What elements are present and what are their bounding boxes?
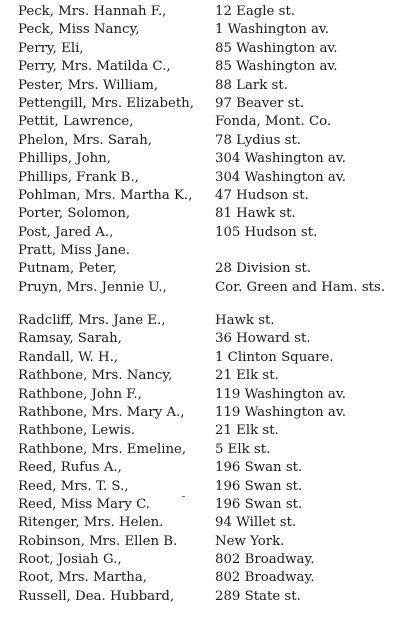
entry-name: Rathbone, John F., xyxy=(18,386,142,402)
entry-address: 12 Eagle st. xyxy=(215,4,296,19)
entry-address: 119 Washington av. xyxy=(215,386,346,402)
directory-entry xyxy=(0,169,400,187)
entry-name: Peck, Miss Nancy, xyxy=(18,22,140,38)
directory-entry xyxy=(0,113,400,131)
directory-entry xyxy=(0,132,400,150)
entry-name: Randall, W. H., xyxy=(18,349,119,365)
entry-address: 94 Willet st. xyxy=(215,515,297,531)
entry-name: Russell, Dea. Hubbard, xyxy=(18,588,175,604)
directory-entry xyxy=(0,588,400,606)
entry-address: 21 Elk st. xyxy=(215,423,279,439)
entry-name: Pettengill, Mrs. Elizabeth, xyxy=(18,95,194,111)
directory-entry xyxy=(0,496,400,514)
entry-address: Fonda, Mont. Co. xyxy=(215,114,332,130)
print-speck xyxy=(182,496,185,497)
entry-address: 196 Swan st. xyxy=(215,478,303,494)
entry-address: 97 Beaver st. xyxy=(215,95,305,111)
entry-address: 304 Washington av. xyxy=(215,151,346,167)
entry-name: Ramsay, Sarah, xyxy=(18,331,122,347)
directory-entry xyxy=(0,205,400,223)
entry-group-r xyxy=(0,312,400,606)
directory-entry xyxy=(0,422,400,440)
entry-name: Reed, Mrs. T. S., xyxy=(18,478,129,494)
directory-entry xyxy=(0,514,400,532)
entry-name: Pettit, Lawrence, xyxy=(18,114,134,130)
entry-name: Rathbone, Lewis. xyxy=(18,423,135,439)
entry-group-p xyxy=(0,3,400,297)
directory-entry xyxy=(0,367,400,385)
directory-entry xyxy=(0,95,400,113)
entry-name: Peck, Mrs. Hannah F., xyxy=(18,4,167,19)
entry-address: 196 Swan st. xyxy=(215,496,303,512)
entry-address: 36 Howard st. xyxy=(215,331,311,347)
entry-address: Cor. Green and Ham. sts. xyxy=(215,279,386,295)
entry-name: Rathbone, Mrs. Mary A., xyxy=(18,404,185,420)
entry-address: 21 Elk st. xyxy=(215,368,279,384)
directory-entry xyxy=(0,224,400,242)
entry-name: Root, Josiah G., xyxy=(18,552,122,568)
entry-name: Phillips, John, xyxy=(18,151,112,167)
directory-entry xyxy=(0,478,400,496)
entry-address: 802 Broadway. xyxy=(215,570,315,586)
directory-entry xyxy=(0,21,400,39)
directory-entry xyxy=(0,551,400,569)
directory-entry xyxy=(0,242,400,260)
entry-name: Root, Mrs. Martha, xyxy=(18,570,148,586)
entry-name: Radcliff, Mrs. Jane E., xyxy=(18,313,166,328)
entry-name: Reed, Rufus A., xyxy=(18,460,122,476)
directory-entry xyxy=(0,404,400,422)
directory-entry xyxy=(0,260,400,278)
entry-address: 105 Hudson st. xyxy=(215,224,318,240)
entry-name: Ritenger, Mrs. Helen. xyxy=(18,515,164,531)
entry-name: Perry, Eli, xyxy=(18,40,84,56)
entry-address: 28 Division st. xyxy=(215,261,312,277)
entry-address: 78 Lydius st. xyxy=(215,132,302,148)
directory-entry xyxy=(0,459,400,477)
entry-address: New York. xyxy=(215,533,285,549)
entry-address: 289 State st. xyxy=(215,588,301,604)
directory-entry xyxy=(0,312,400,330)
entry-name: Porter, Solomon, xyxy=(18,206,131,222)
entry-address: 802 Broadway. xyxy=(215,552,315,568)
directory-entry xyxy=(0,3,400,21)
directory-entry xyxy=(0,349,400,367)
entry-address: 1 Clinton Square. xyxy=(215,349,334,365)
directory-entry xyxy=(0,441,400,459)
entry-address: 5 Elk st. xyxy=(215,441,271,457)
entry-name: Pratt, Miss Jane. xyxy=(18,243,131,259)
entry-address: 1 Washington av. xyxy=(215,22,330,38)
directory-entry xyxy=(0,187,400,205)
entry-name: Post, Jared A., xyxy=(18,224,114,240)
entry-name: Pohlman, Mrs. Martha K., xyxy=(18,187,193,203)
entry-address: 47 Hudson st. xyxy=(215,187,309,203)
entry-address: 81 Hawk st. xyxy=(215,206,296,222)
directory-entry xyxy=(0,279,400,297)
entry-address: 119 Washington av. xyxy=(215,404,346,420)
directory-entry xyxy=(0,533,400,551)
entry-address: 85 Washington av. xyxy=(215,59,338,75)
entry-address: 88 Lark st. xyxy=(215,77,288,93)
directory-entry xyxy=(0,40,400,58)
entry-name: Phelon, Mrs. Sarah, xyxy=(18,132,153,148)
entry-address: 85 Washington av. xyxy=(215,40,338,56)
entry-name: Robinson, Mrs. Ellen B. xyxy=(18,533,178,549)
entry-name: Phillips, Frank B., xyxy=(18,169,139,185)
directory-entry xyxy=(0,150,400,168)
directory-entry xyxy=(0,386,400,404)
entry-name: Pester, Mrs. William, xyxy=(18,77,159,93)
entry-name: Pruyn, Mrs. Jennie U., xyxy=(18,279,167,295)
entry-address: 196 Swan st. xyxy=(215,460,303,476)
entry-name: Rathbone, Mrs. Emeline, xyxy=(18,441,187,457)
entry-name: Reed, Miss Mary C. xyxy=(18,496,151,512)
directory-entry xyxy=(0,569,400,587)
directory-entry xyxy=(0,77,400,95)
entry-name: Perry, Mrs. Matilda C., xyxy=(18,59,171,75)
entry-address: Hawk st. xyxy=(215,313,275,328)
entry-name: Putnam, Peter, xyxy=(18,261,117,277)
directory-entry xyxy=(0,330,400,348)
entry-name: Rathbone, Mrs. Nancy, xyxy=(18,368,173,384)
entry-address: 304 Washington av. xyxy=(215,169,346,185)
directory-entry xyxy=(0,58,400,76)
